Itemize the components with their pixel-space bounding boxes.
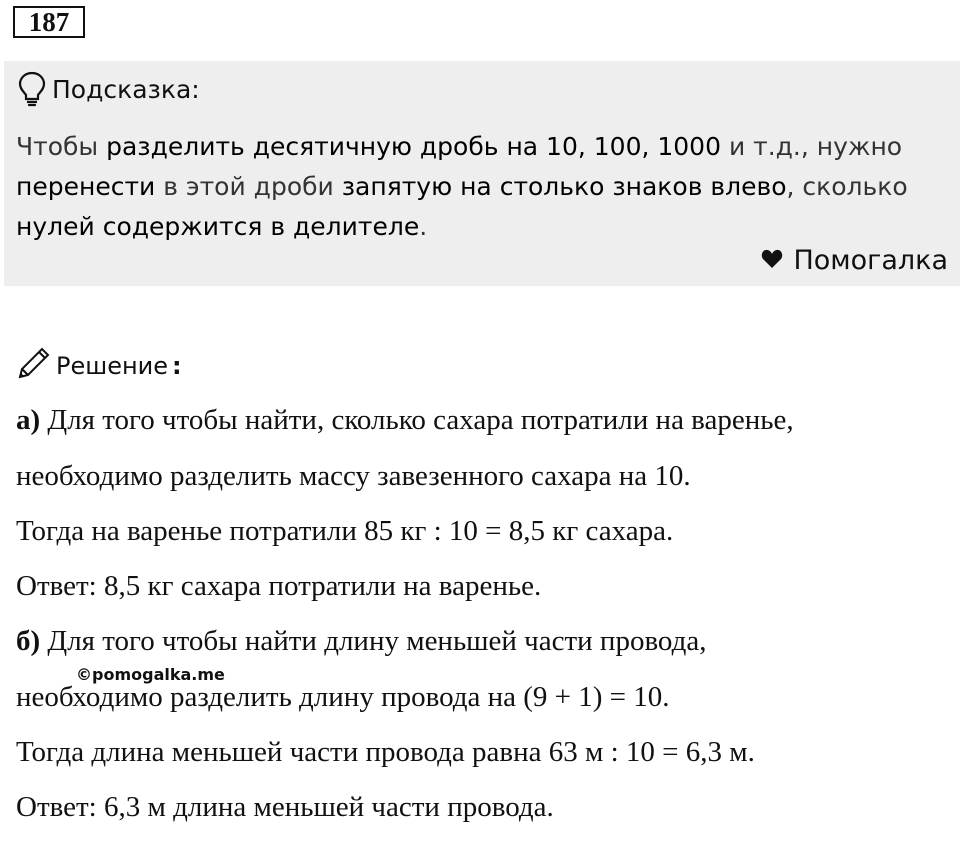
pencil-icon bbox=[16, 345, 52, 387]
solution-answer-b: Ответ: 6,3 м длина меньшей части провода. bbox=[16, 791, 554, 823]
solution-line-b2: необходимо разделить длину провода на (9 + 1) = 10. bbox=[16, 681, 670, 713]
task-number: 187 bbox=[13, 6, 85, 38]
solution-line-b1: б) Для того чтобы найти длину меньшей части провода, bbox=[16, 625, 707, 657]
hint-title: Подсказка: bbox=[52, 74, 200, 104]
lightbulb-icon bbox=[18, 71, 46, 107]
solution-header: Решение : bbox=[16, 345, 182, 387]
solution-line-a1: а) Для того чтобы найти, сколько сахара потратили на варенье, bbox=[16, 404, 794, 436]
hint-box bbox=[4, 61, 960, 286]
solution-title: Решение bbox=[56, 352, 169, 380]
watermark: ©pomogalka.me bbox=[76, 665, 225, 684]
solution-line-a2: необходимо разделить массу завезенного сахара на 10. bbox=[16, 460, 691, 492]
brand-name: Помогалка bbox=[793, 245, 948, 276]
solution-line-a3: Тогда на варенье потратили 85 кг : 10 = 8,5 кг сахара. bbox=[16, 515, 674, 547]
hint-text: Чтобы разделить десятичную дробь на 10, 100, 1000 и т.д., нужно перенести в этой дроби запятую на столько знаков влево, сколько нулей содержится в делителе. bbox=[16, 132, 908, 241]
hint-header bbox=[18, 71, 200, 107]
brand bbox=[761, 245, 948, 276]
solution-line-b3: Тогда длина меньшей части провода равна 63 м : 10 = 6,3 м. bbox=[16, 736, 755, 768]
solution-answer-a: Ответ: 8,5 кг сахара потратили на варенье. bbox=[16, 570, 542, 602]
heart-icon bbox=[761, 245, 783, 276]
